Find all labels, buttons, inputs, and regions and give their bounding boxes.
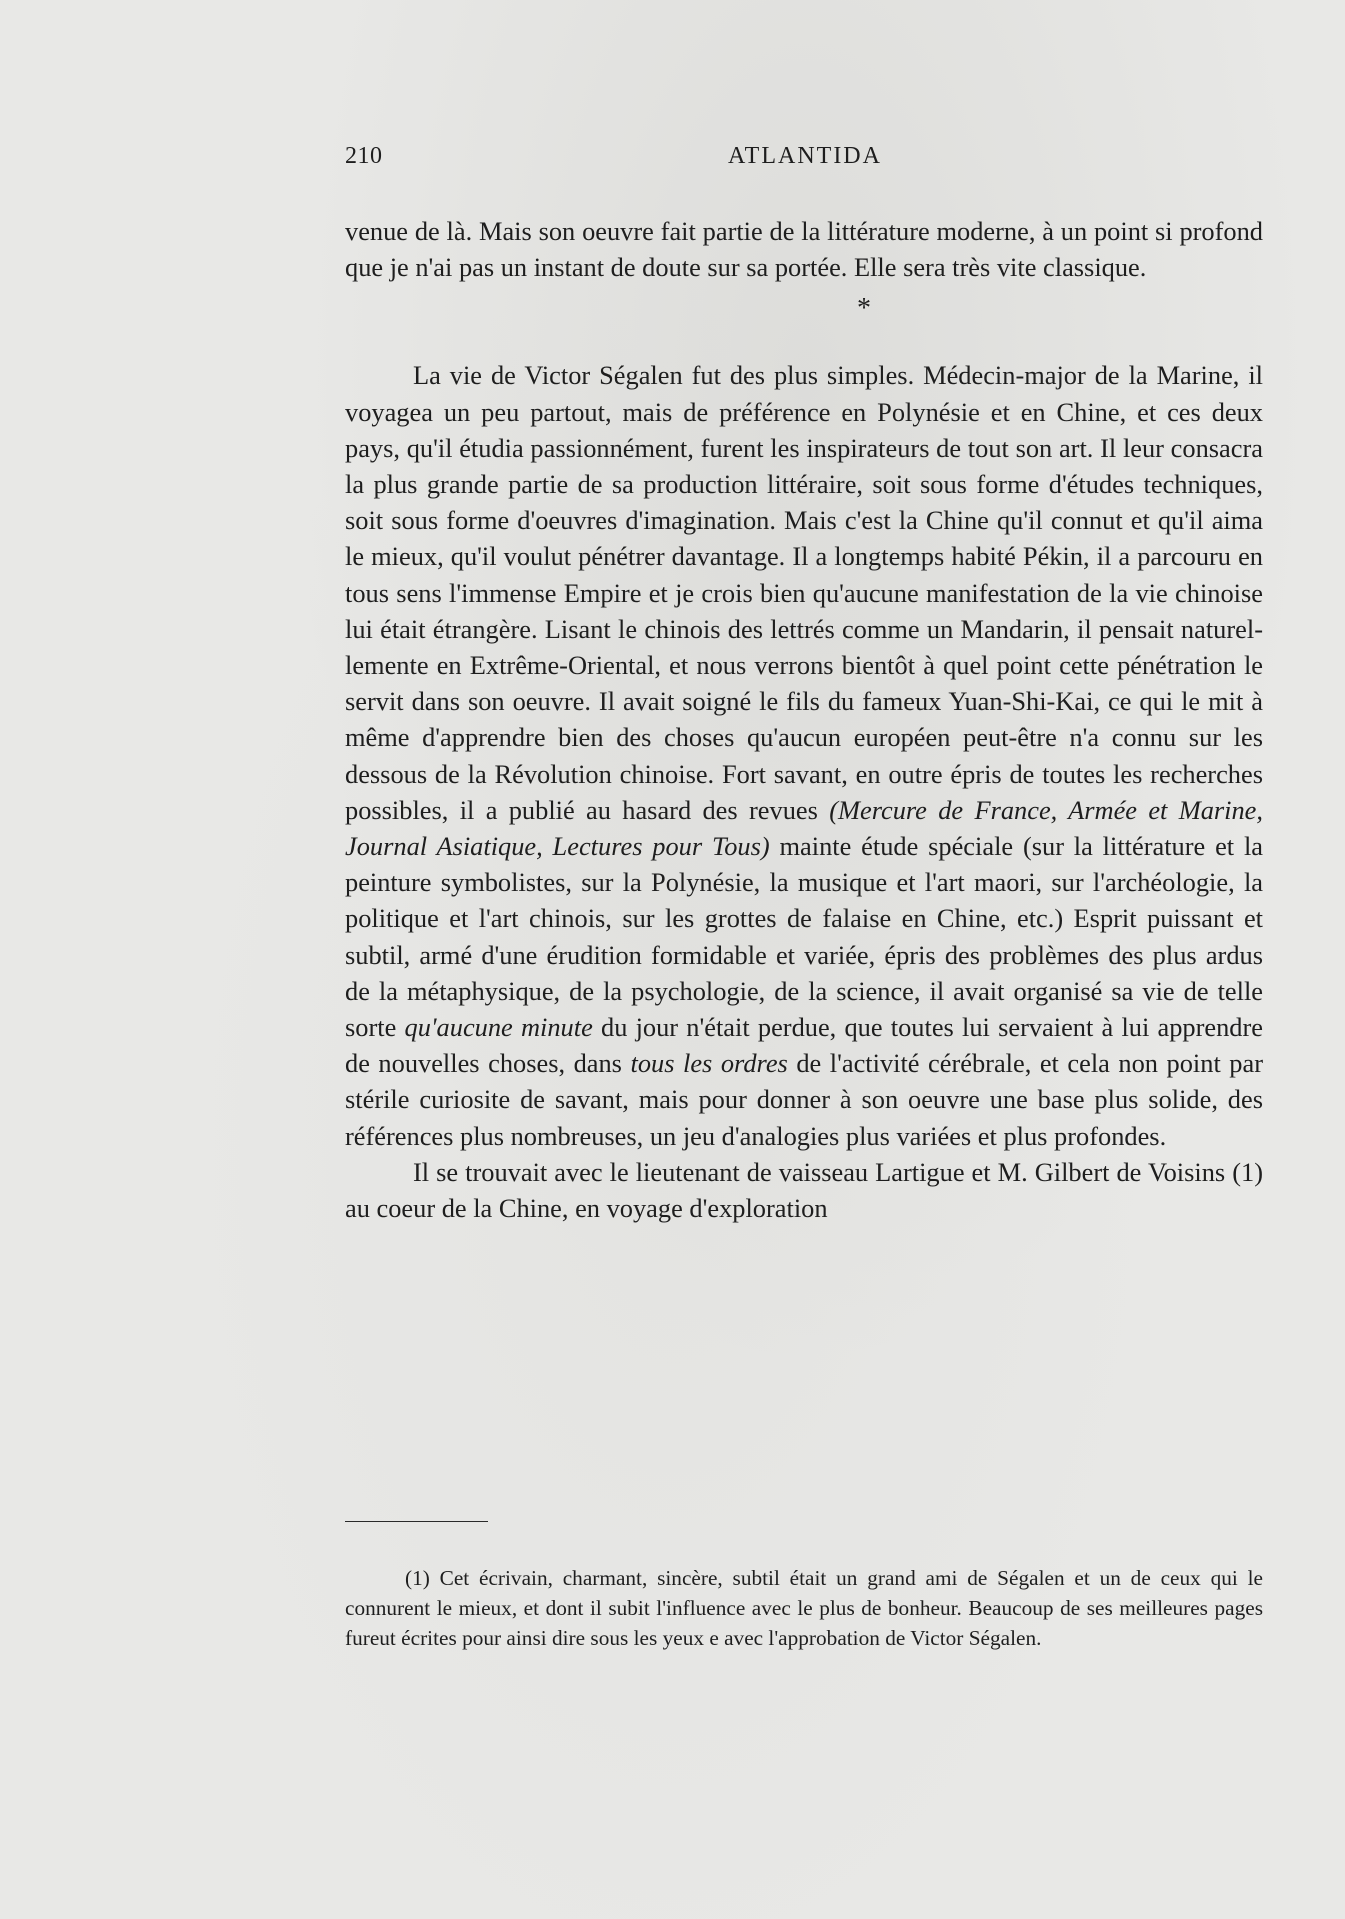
footnote: (1) Cet écrivain, charmant, sincère, subtil était un grand ami de Ségalen et un de ceux qui le connurent le mieux, et dont il subit l'influence avec le plus de bonheur. Beaucoup de ses meilleures pages fureut écrites pour ainsi dire sous les yeux e avec l'approbation de Victor Ségalen.: [345, 1566, 1263, 1650]
main-text: [345, 213, 1263, 1226]
footnote-divider: [345, 1521, 488, 1522]
page-number: 210: [345, 143, 383, 169]
section-separator: *: [857, 293, 871, 325]
emphasis-minute: qu'aucune minute: [404, 1012, 593, 1043]
emphasis-ordres: tous les ordres: [630, 1048, 788, 1079]
paragraph-segalen-life: [345, 357, 1263, 1153]
paragraph-voyage: Il se trouvait avec le lieutenant de vaisseau Lartigue et M. Gilbert de Voisins (1) au coeur de la Chine, en voyage d'exploration: [345, 1156, 1263, 1224]
journal-title: ATLANTIDA: [728, 143, 882, 169]
journals-list-italic: (Mercure de France, Armée et Marine, Journal Asiatique, Lectures pour Tous): [345, 794, 1263, 862]
paragraph-text-3: du jour n'était perdue, que toutes lui servaient à lui apprendre de nouvelles choses, dans: [345, 1012, 1264, 1079]
paragraph-continuation: venue de là. Mais son oeuvre fait partie de la littérature moderne, à un point si profond que je n'ai pas un instant de doute sur sa portée. Elle sera très vite classique.: [345, 216, 1263, 283]
paragraph-text-4: de l'activité cérébrale, et cela non point par stérile curiosite de savant, mais pour donner à son oeuvre une base plus solide, des références plus nombreuses, un jeu d'analogies plus variées et plus profondes.: [345, 1048, 1263, 1151]
paragraph-text-1: La vie de Victor Ségalen fut des plus simples. Médecin-major de la Marine, il voyagea un peu partout, mais de préférence en Polynésie et en Chine, et ces deux pays, qu'il étudia passionnément, furent les inspirateurs de tout son art. Il leur consacra la plus grande partie de sa production littéraire, soit sous forme d'études techniques, soit sous forme d'oeuvres d'imagination. Mais c'est la Chine qu'il connut et qu'il aima le mieux, qu'il voulut pénétrer davantage. Il a longtemps habité Pékin, il a parcouru en tous sens l'immense Empire et je crois bien qu'aucune manifestation de la vie chinoise lui était étrangère. Lisant le chinois des lettrés comme un Mandarin, il pensait naturellemente en Extrême-Oriental, et nous verrons bientôt à quel point cette pénétration le servit dans son oeuvre. Il avait soigné le fils du fameux Yuan-Shi-Kai, ce qui le mit à même d'apprendre bien des choses qu'aucun européen peut-être n'a connu sur les dessous de la Révolution chinoise. Fort savant, en outre épris de toutes les recherches possibles, il a publié au hasard des revues: [345, 360, 1263, 825]
running-head: [345, 143, 1265, 179]
paragraph-text-2: mainte étude spéciale (sur la littérature et la peinture symbolistes, sur la Polynésie, la musique et l'art maori, sur l'archéologie, la politique et l'art chinois, sur les grottes de falaise en Chine, etc.) Esprit puissant et subtil, armé d'une érudition formidable et variée, épris des problèmes des plus ardus de la métaphysique, de la psychologie, de la science, il avait organisé sa vie de telle sorte: [345, 831, 1264, 1043]
